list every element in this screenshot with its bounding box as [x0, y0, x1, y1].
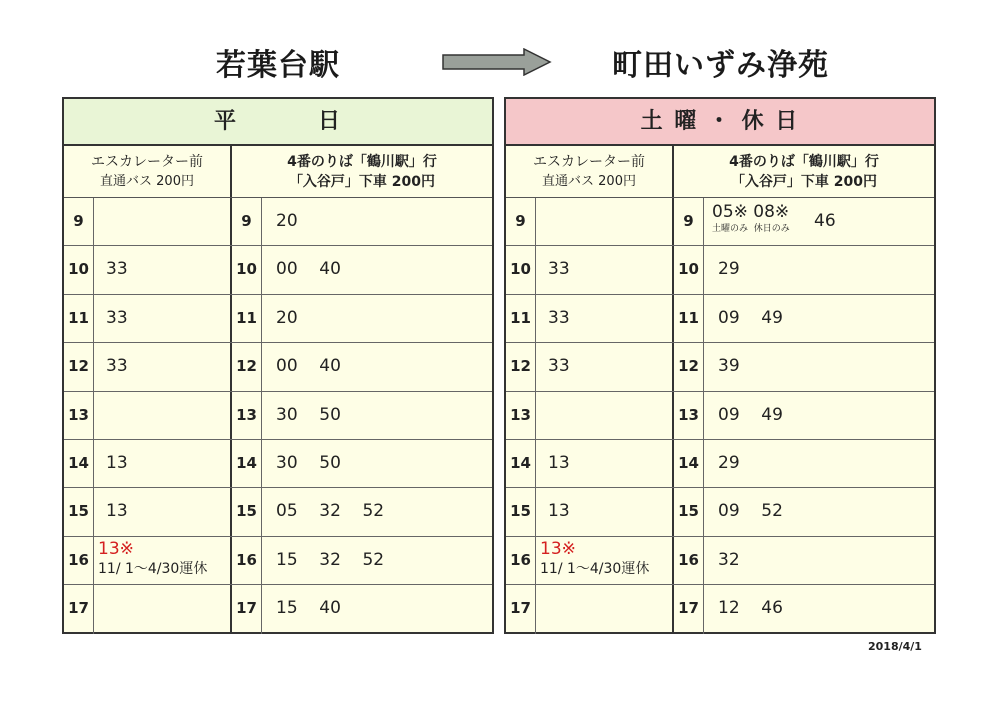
hour-cell: 16 — [506, 537, 536, 584]
table-row — [64, 537, 492, 585]
hour-cell: 10 — [506, 246, 536, 293]
hour-cell: 14 — [64, 440, 94, 487]
seasonal-suspension-text: 11/ 1～4/30運休 — [540, 560, 650, 577]
hour-cell: 17 — [674, 585, 704, 633]
hour-cell: 15 — [674, 488, 704, 535]
minutes-cell: 33 — [106, 307, 128, 328]
direct-bus-header — [64, 146, 232, 197]
minutes-cell: 12 46 — [718, 598, 783, 619]
weekday-rows — [64, 198, 492, 634]
table-row — [64, 488, 492, 536]
minutes-cell: 29 — [718, 452, 740, 473]
weekday-column-headers — [64, 146, 492, 198]
right-arrow-icon — [442, 48, 552, 76]
hour-cell: 16 — [232, 537, 262, 584]
hour-cell: 14 — [506, 440, 536, 487]
tsurukawa-bus-header — [674, 146, 934, 197]
minutes-cell: 09 49 — [718, 307, 783, 328]
tsurukawa-bus-fare: 「入谷戸」下車 200円 — [288, 174, 436, 190]
table-row — [64, 295, 492, 343]
table-row — [506, 343, 934, 391]
hour-cell: 13 — [674, 392, 704, 439]
weekday-timetable — [62, 97, 494, 634]
tsurukawa-bus-label: 4番のりば「鶴川駅」行 — [729, 154, 879, 170]
hour-cell: 12 — [506, 343, 536, 390]
holiday-header: 土 曜 ・ 休 日 — [506, 99, 934, 146]
special-departures: 05※ 08※ — [712, 202, 790, 222]
hour-cell: 15 — [64, 488, 94, 535]
direct-bus-label: エスカレーター前 — [533, 154, 645, 170]
hour-cell: 13 — [506, 392, 536, 439]
minutes-cell: 39 — [718, 356, 740, 377]
hour-cell: 16 — [674, 537, 704, 584]
minutes-cell: 32 — [718, 549, 740, 570]
route-header — [0, 40, 1000, 90]
table-row — [506, 295, 934, 343]
table-row — [64, 440, 492, 488]
hour-cell: 10 — [674, 246, 704, 293]
minutes-cell: 29 — [718, 259, 740, 280]
tsurukawa-bus-label: 4番のりば「鶴川駅」行 — [287, 154, 437, 170]
direct-bus-header — [506, 146, 674, 197]
table-row — [64, 392, 492, 440]
table-row — [64, 198, 492, 246]
minutes-cell: 30 50 — [276, 404, 341, 425]
minutes-cell: 33 — [106, 259, 128, 280]
hour-cell: 15 — [232, 488, 262, 535]
table-row — [64, 585, 492, 633]
saturday-holiday-9am-departures — [712, 202, 790, 236]
weekday-header-char2: 日 — [318, 109, 343, 134]
hour-cell: 11 — [506, 295, 536, 342]
table-row — [506, 198, 934, 246]
minutes-cell: 15 32 52 — [276, 549, 385, 570]
minutes-cell: 15 40 — [276, 598, 341, 619]
minutes-cell: 13 — [548, 501, 570, 522]
origin-station: 若葉台駅 — [216, 48, 340, 83]
direct-bus-label: エスカレーター前 — [91, 154, 203, 170]
table-row — [506, 246, 934, 294]
hour-cell: 9 — [64, 198, 94, 245]
hour-cell: 9 — [506, 198, 536, 245]
destination: 町田いずみ浄苑 — [612, 48, 829, 83]
weekday-header — [64, 99, 492, 146]
hour-cell: 17 — [64, 585, 94, 633]
table-row — [64, 343, 492, 391]
minutes-cell: 09 49 — [718, 404, 783, 425]
effective-date: 2018/4/1 — [868, 640, 922, 653]
hour-cell: 11 — [232, 295, 262, 342]
hour-cell: 14 — [232, 440, 262, 487]
seasonal-suspension-text: 11/ 1～4/30運休 — [98, 560, 208, 577]
minutes-cell: 20 — [276, 211, 298, 231]
table-row — [506, 440, 934, 488]
minutes-cell: 13 — [548, 452, 570, 473]
minutes-cell: 09 52 — [718, 501, 783, 522]
seasonal-departure: 13※ — [540, 538, 576, 559]
hour-cell: 10 — [232, 246, 262, 293]
minutes-cell: 30 50 — [276, 452, 341, 473]
hour-cell: 9 — [232, 198, 262, 245]
weekday-header-char1: 平 — [213, 109, 238, 134]
hour-cell: 9 — [674, 198, 704, 245]
seasonal-note — [98, 539, 207, 579]
hour-cell: 11 — [64, 295, 94, 342]
minutes-cell: 33 — [548, 356, 570, 377]
hour-cell: 17 — [506, 585, 536, 633]
seasonal-departure: 13※ — [98, 538, 134, 559]
minutes-cell: 13 — [106, 452, 128, 473]
table-row — [506, 392, 934, 440]
tsurukawa-bus-fare: 「入谷戸」下車 200円 — [730, 174, 878, 190]
minutes-cell: 13 — [106, 501, 128, 522]
direct-bus-fare: 直通バス 200円 — [542, 174, 636, 189]
minutes-cell: 33 — [106, 356, 128, 377]
holiday-column-headers — [506, 146, 934, 198]
holiday-rows — [506, 198, 934, 634]
hour-cell: 10 — [64, 246, 94, 293]
tsurukawa-bus-header — [232, 146, 492, 197]
hour-cell: 12 — [232, 343, 262, 390]
minutes-cell: 05 32 52 — [276, 501, 385, 522]
minutes-cell: 20 — [276, 307, 298, 328]
minutes-cell: 33 — [548, 259, 570, 280]
table-row — [64, 246, 492, 294]
hour-cell: 13 — [64, 392, 94, 439]
hour-cell: 14 — [674, 440, 704, 487]
hour-cell: 12 — [674, 343, 704, 390]
hour-cell: 13 — [232, 392, 262, 439]
special-departures-note: 土曜のみ 休日のみ — [712, 224, 790, 234]
minutes-cell: 00 40 — [276, 356, 341, 377]
hour-cell: 12 — [64, 343, 94, 390]
table-row — [506, 488, 934, 536]
minutes-cell: 00 40 — [276, 259, 341, 280]
hour-cell: 16 — [64, 537, 94, 584]
hour-cell: 17 — [232, 585, 262, 633]
hour-cell: 11 — [674, 295, 704, 342]
holiday-timetable — [504, 97, 936, 634]
direct-bus-fare: 直通バス 200円 — [100, 174, 194, 189]
minutes-cell: 46 — [814, 211, 836, 231]
minutes-cell: 33 — [548, 307, 570, 328]
table-row — [506, 585, 934, 633]
hour-cell: 15 — [506, 488, 536, 535]
seasonal-note — [540, 539, 649, 579]
table-row — [506, 537, 934, 585]
